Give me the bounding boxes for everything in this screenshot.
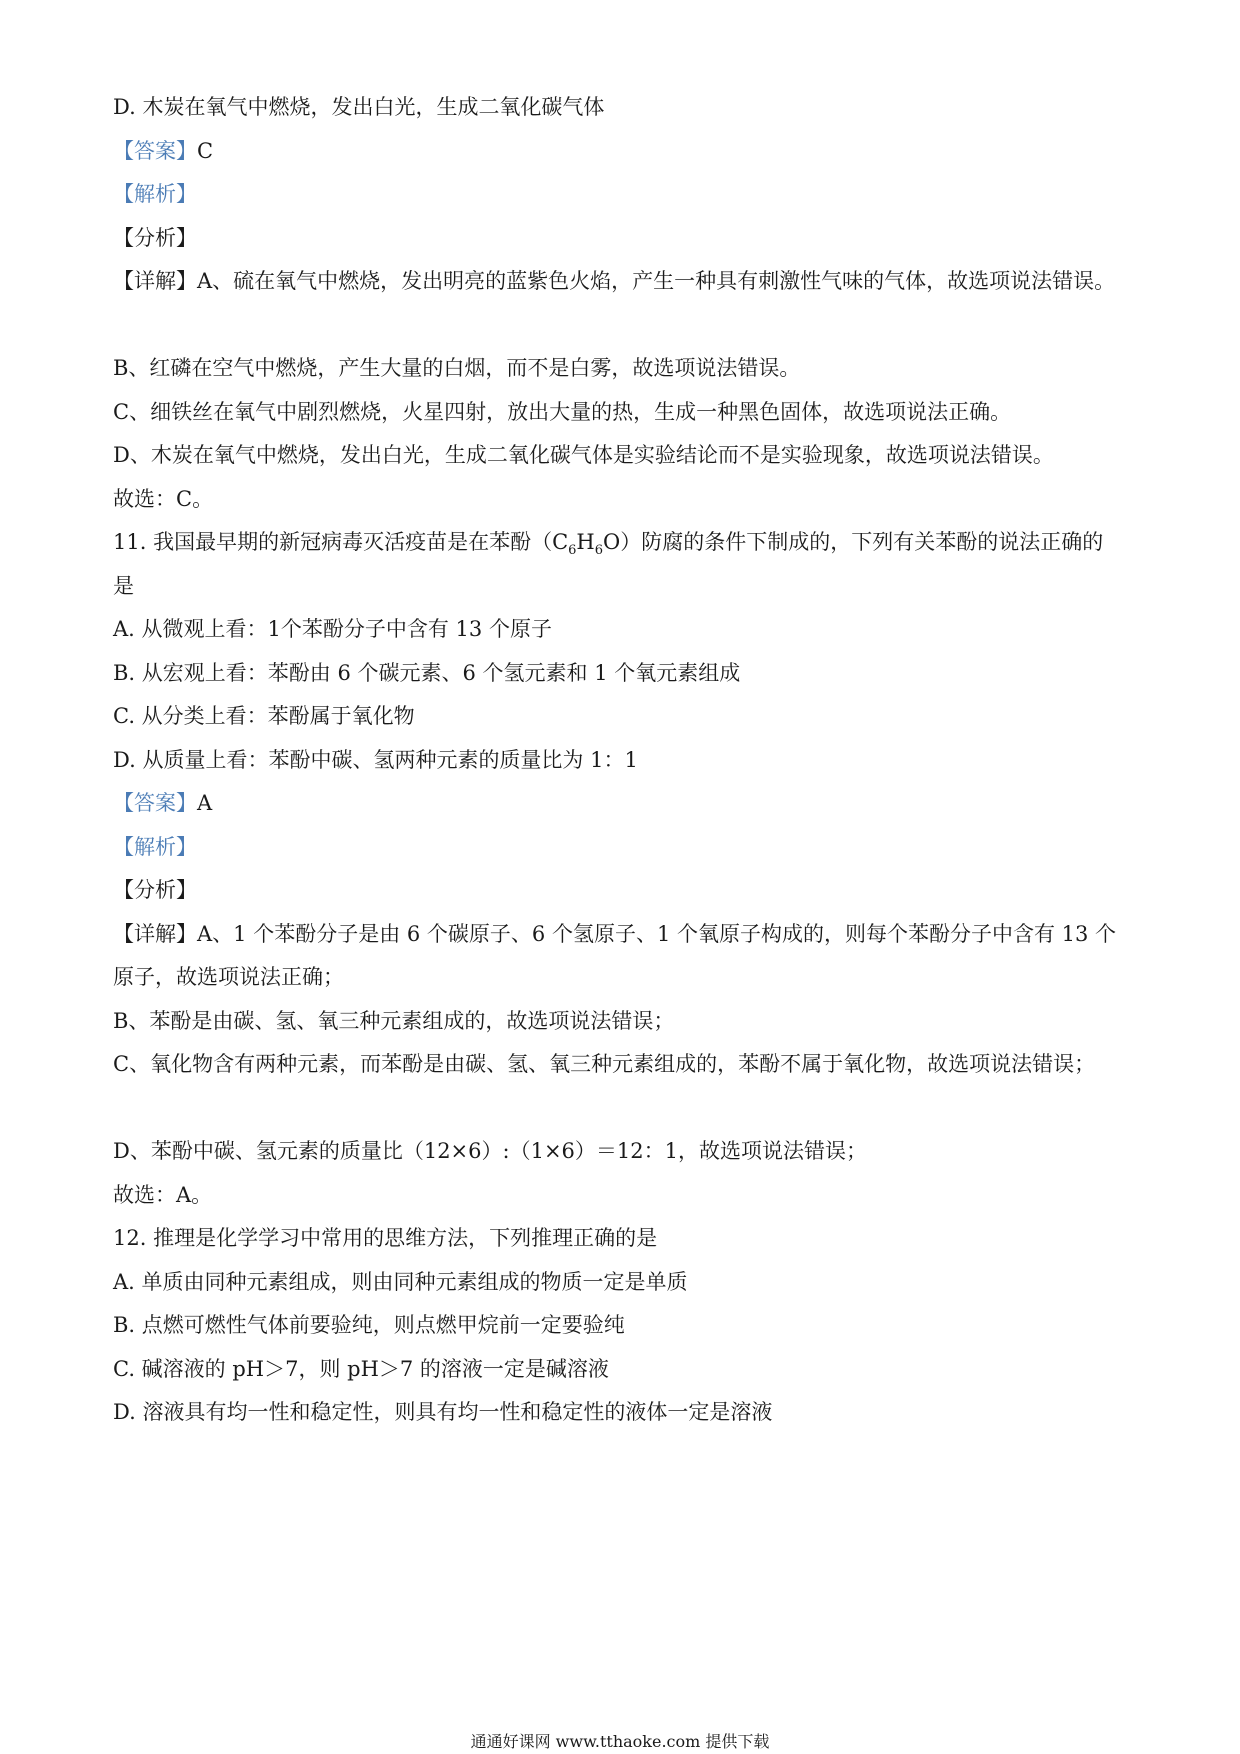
q12-option-d: D. 溶液具有均一性和稳定性，则具有均一性和稳定性的液体一定是溶液 [113, 1400, 773, 1424]
detail-tag: 【详解】 [113, 269, 197, 293]
subscript: 6 [568, 543, 577, 559]
q11-detail-b: B、苯酚是由碳、氢、氧三种元素组成的，故选项说法错误； [113, 1009, 675, 1033]
stem-part: 11. 我国最早期的新冠病毒灭活疫苗是在苯酚（C [113, 530, 569, 554]
q11-detail-a-cont: 原子，故选项说法正确； [113, 965, 344, 989]
q12-option-a: A. 单质由同种元素组成，则由同种元素组成的物质一定是单质 [113, 1270, 688, 1294]
q10-detail-b: B、红磷在空气中燃烧，产生大量的白烟，而不是白雾，故选项说法错误。 [113, 356, 801, 380]
answer-value: A [197, 791, 213, 815]
answer-value: C [197, 139, 214, 163]
q11-option-c: C. 从分类上看：苯酚属于氧化物 [113, 704, 415, 728]
answer-tag: 【答案】 [113, 791, 197, 815]
q11-option-d: D. 从质量上看：苯酚中碳、氢两种元素的质量比为 1：1 [113, 748, 638, 772]
q12-option-c: C. 碱溶液的 pH＞7，则 pH＞7 的溶液一定是碱溶液 [113, 1357, 609, 1381]
q11-analysis-tag: 【解析】 [113, 835, 197, 859]
detail-tag: 【详解】 [113, 922, 197, 946]
q10-analysis-tag: 【解析】 [113, 182, 197, 206]
q11-option-b: B. 从宏观上看：苯酚由 6 个碳元素、6 个氢元素和 1 个氧元素组成 [113, 661, 741, 685]
q11-conclusion: 故选：A。 [113, 1183, 213, 1207]
q10-answer [113, 137, 213, 165]
answer-tag: 【答案】 [113, 139, 197, 163]
stem-part: O）防腐的条件下制成的，下列有关苯酚的说法正确的 [603, 530, 1104, 554]
subscript: 6 [594, 543, 604, 559]
q11-detail-a [113, 920, 1116, 948]
q11-stem [113, 528, 1104, 559]
q12-stem: 12. 推理是化学学习中常用的思维方法，下列推理正确的是 [113, 1226, 658, 1250]
q11-detail-d: D、苯酚中碳、氢元素的质量比（12×6）:（1×6）＝12：1，故选项说法错误； [113, 1139, 867, 1163]
q10-detail-d: D、木炭在氧气中燃烧，发出白光，生成二氧化碳气体是实验结论而不是实验现象，故选项说法错误。 [113, 443, 1054, 467]
q10-detail-c: C、细铁丝在氧气中剧烈燃烧，火星四射，放出大量的热，生成一种黑色固体，故选项说法正确。 [113, 400, 1012, 424]
page-footer: 通通好课网 www.tthaoke.com 提供下载 [470, 1732, 770, 1751]
q11-detail-c: C、氧化物含有两种元素，而苯酚是由碳、氢、氧三种元素组成的，苯酚不属于氧化物，故选项说法错误； [113, 1052, 1096, 1076]
q11-option-a: A. 从微观上看：1个苯酚分子中含有 13 个原子 [113, 617, 552, 641]
q10-conclusion: 故选：C。 [113, 487, 214, 511]
detail-text: A、1 个苯酚分子是由 6 个碳原子、6 个氢原子、1 个氧原子构成的，则每个苯酚分子中含有 13 个 [197, 922, 1117, 946]
q10-fenxi-tag: 【分析】 [113, 226, 197, 250]
q10-option-d: D. 木炭在氧气中燃烧，发出白光，生成二氧化碳气体 [113, 95, 605, 119]
stem-part: H [576, 530, 595, 554]
q11-stem-line2: 是 [113, 574, 134, 598]
q12-option-b: B. 点燃可燃性气体前要验纯，则点燃甲烷前一定要验纯 [113, 1313, 625, 1337]
q10-detail-a [113, 267, 1115, 295]
q11-answer [113, 789, 212, 817]
detail-text: A、硫在氧气中燃烧，发出明亮的蓝紫色火焰，产生一种具有刺激性气味的气体，故选项说法错误。 [197, 269, 1116, 293]
q11-fenxi-tag: 【分析】 [113, 878, 197, 902]
